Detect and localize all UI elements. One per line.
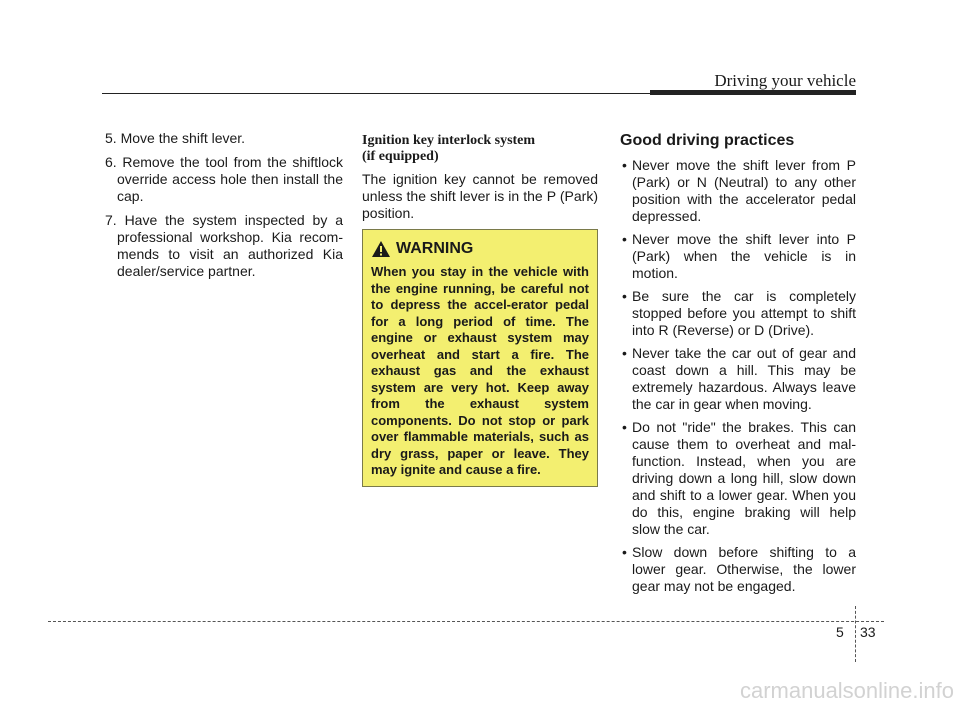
- practice-item: • Be sure the car is completely stopped before you attempt to shift into R (Reverse) or D (Drive).: [620, 288, 856, 339]
- column-left: [105, 130, 343, 287]
- section-title: Good driving practices: [620, 132, 795, 149]
- step-list: [105, 130, 343, 280]
- chapter-number: 5: [836, 624, 844, 640]
- footer-rule: [48, 621, 884, 622]
- practice-item: • Do not "ride" the brakes. This can cause them to overheat and mal-function. Instead, when you are driving down a long hill, slow down and shift to a lower gear. When you do this, engine braking will help slow the car.: [620, 419, 856, 538]
- practice-item: • Slow down before shifting to a lower gear. Otherwise, the lower gear may not be engaged.: [620, 544, 856, 595]
- step-item: 7. Have the system inspected by a professional workshop. Kia recom-mends to visit an authorized Kia dealer/service partner.: [105, 212, 343, 279]
- practice-item: • Never move the shift lever from P (Park) or N (Neutral) to any other position with the accelerator pedal depressed.: [620, 157, 856, 225]
- subheading-line1: Ignition key interlock system: [362, 133, 536, 148]
- header-bar: [650, 90, 856, 95]
- step-item: 6. Remove the tool from the shiftlock override access hole then install the cap.: [105, 154, 343, 204]
- subheading-line2: (if equipped): [362, 149, 439, 164]
- column-middle: [362, 130, 598, 222]
- warning-title: WARNING: [396, 240, 474, 257]
- page-number: 33: [860, 624, 876, 640]
- warning-box: [362, 229, 598, 487]
- watermark: carmanualsonline.info: [739, 678, 954, 703]
- interlock-paragraph: The ignition key cannot be removed unless the shift lever is in the P (Park) position.: [362, 171, 598, 221]
- footer-divider: [855, 606, 856, 662]
- interlock-subheading: [362, 133, 598, 165]
- practice-item: • Never move the shift lever into P (Park) when the vehicle is in motion.: [620, 231, 856, 282]
- warning-triangle-icon: [371, 240, 391, 258]
- column-right: [620, 130, 856, 601]
- practice-list: [620, 157, 856, 595]
- header-title: Driving your vehicle: [714, 71, 856, 90]
- header-rule: [102, 93, 650, 94]
- practice-item: • Never take the car out of gear and coast down a hill. This may be extremely hazardous. Always leave the car in gear when moving.: [620, 345, 856, 413]
- warning-text: When you stay in the vehicle with the engine running, be careful not to depress the accel-erator pedal for a long period of time. The engine or exhaust system may overheat and start a fire. The exhaust gas and the exhaust system are very hot. Keep away from the exhaust system components. Do not stop or park over flammable materials, such as dry grass, paper or leave. They may ignite and cause a fire.: [371, 264, 589, 477]
- warning-header: [371, 240, 589, 258]
- step-item: 5. Move the shift lever.: [105, 130, 246, 146]
